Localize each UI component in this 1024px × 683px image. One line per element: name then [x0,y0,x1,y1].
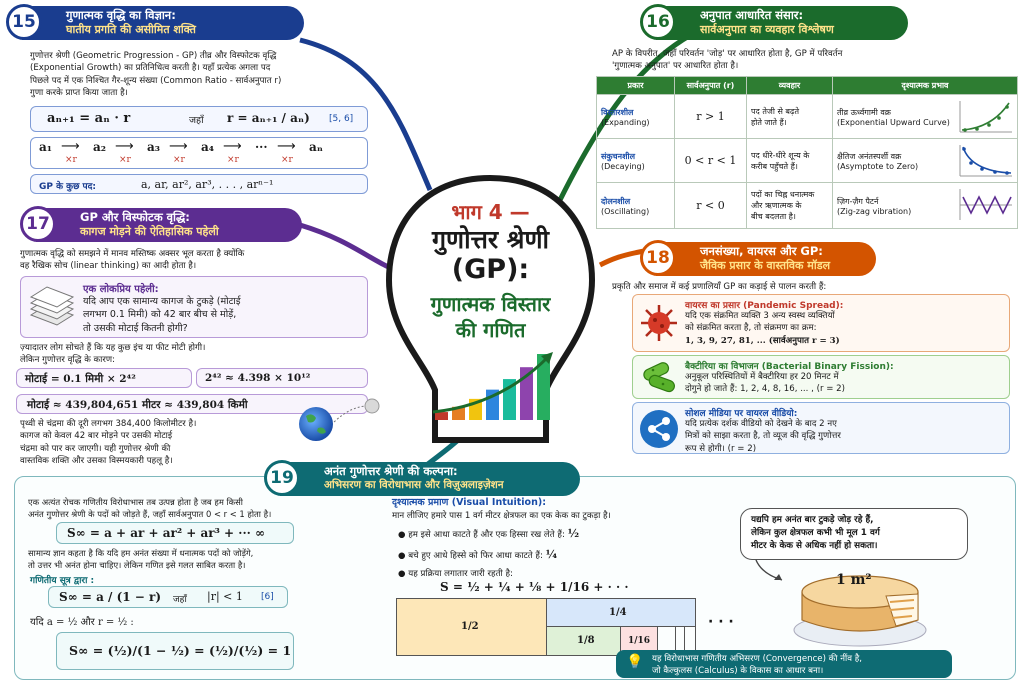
chain-arrow: ⟶ [115,139,134,154]
viral-video-text: यदि प्रत्येक दर्शक वीडियो को देखने के बाद 2 नए मित्रों को साझा करता है, तो व्यूज की वृद्धि गुणोत्तर रूप से होगी। (r = 2) [685,419,841,454]
quarter-area: 1/4 [547,599,695,627]
table-row: संकुचनशील (Decaying) 0 < r < 1 पद धीरे-धीरे शून्य के करीब पहुँचते हैं। क्षैतिज अनंतस्पर्शी वक्र (Asymptote to Zero) [597,139,1018,183]
eighth-area: 1/8 [547,627,621,655]
section-19-mid: सामान्य ज्ञान कहता है कि यदि हम अनंत संख्या में धनात्मक पदों को जोड़ेंगे, तो उत्तर भी अनंत होना चाहिए। लेकिन गणित इसे गलत साबित करता है। [28,548,254,571]
recurrence-formula-box [30,106,368,132]
times-r-label: ×r [173,155,185,165]
section-16-subtitle: सार्वअनुपात का व्यवहार विश्लेषण [700,22,834,36]
chain-term: a₁ [39,140,53,154]
chain-term: aₙ [309,140,324,154]
section-15-subtitle: घातीय प्रगति की असीमित शक्ति [66,22,196,36]
recurrence-formula: aₙ₊₁ = aₙ · r [47,111,131,126]
section-17-subtitle: कागज मोड़ने की ऐतिहासिक पहेली [80,224,219,238]
area-subdivision [396,598,696,656]
reference-tag: [5, 6] [329,114,354,124]
half-area: 1/2 [397,599,547,655]
chain-arrow: ⟶ [61,139,80,154]
cake-icon [790,556,930,650]
section-17-mid: ज़्यादातर लोग सोचते हैं कि यह कुछ इंच या फीट मोटी होगी। लेकिन गुणोत्तर वृद्धि के कारण: [20,343,206,366]
section-18-subtitle: जैविक प्रसार के वास्तविक मॉडल [700,258,831,272]
convergence-condition: |r| < 1 [207,590,243,603]
speech-bubble [740,508,968,560]
growth-bar-chart [431,350,556,422]
chain-term: a₄ [201,140,215,154]
decay-curve-icon [957,143,1013,179]
paper-stack-icon [27,285,75,329]
col-ratio: सार्वअनुपात (r) [675,77,747,95]
virus-spread-card [632,294,1010,352]
puzzle-title: एक लोकप्रिय पहेली: [83,284,159,295]
gp-terms: a, ar, ar², ar³, . . . , arⁿ⁻¹ [141,178,274,191]
viral-video-card [632,402,1010,454]
subtitle-2: की गणित [455,318,526,342]
speech-bubble-text: यद्यपि हम अनंत बार टुकड़े जोड़ रहे हैं, लेकिन कुल क्षेत्रफल कभी भी मूल 1 वर्ग मीटर के केक से अधिक नहीं हो सकता। [751,515,880,551]
list-item: ● हम इसे आधा काटते हैं और एक हिस्सा रख लेते हैं: ½ [398,527,580,540]
col-visual: दृश्यात्मक प्रभाव [833,77,1018,95]
power-approx: 2⁴² ≈ 4.398 × 10¹² [205,372,311,384]
section-16-badge: 16 [640,4,676,40]
gp-terms-label: GP के कुछ पद: [39,182,97,192]
section-17-badge: 17 [20,206,56,242]
term-chain [30,137,368,169]
chain-arrow: ⟶ [277,139,296,154]
growth-bar [435,412,448,420]
section-15-intro: गुणोत्तर श्रेणी (Geometric Progression - GP) तीव्र और विस्फोटक वृद्धि (Exponential Growth) का प्रतिनिधित्व करती है। यहाँ प्रत्येक अगला पद पिछले पद में एक निश्चित गैर-शून्य संख्या (Common Ratio - सार्वअनुपात r) गुणा करके प्राप्त किया जाता है। [30,51,282,99]
zigzag-icon [957,187,1013,223]
virus-spread-title: वायरस का प्रसार (Pandemic Spread): [685,301,844,311]
section-18-title: जनसंख्या, वायरस और GP: [700,244,823,258]
col-type: प्रकार [597,77,675,95]
bubble-pointer-arrow [752,558,792,584]
viral-video-title: सोशल मीडिया पर वायरल वीडियो: [685,409,798,419]
section-15-title: गुणात्मक वृद्धि का विज्ञान: [66,8,176,22]
section-15-badge: 15 [6,4,42,40]
thickness-equation: मोटाई = 0.1 मिमी × 2⁴² [25,373,136,385]
times-r-label: ×r [281,155,293,165]
times-r-label: ×r [65,155,77,165]
list-item: ● बचे हुए आधे हिस्से को फिर आधा काटते हैं: ¼ [398,547,558,561]
puzzle-text: यदि आप एक सामान्य कागज के टुकड़े (मोटाई लगभग 0.1 मिमी) को 42 बार बीच से मोड़ें, तो उसकी मोटाई कितनी होगी? [83,296,241,334]
part-label: भाग 4 — [451,200,530,224]
sum-result: S∞ = (½)/(1 − ½) = (½)/(½) = 1 [69,643,292,658]
example-values: यदि a = ½ और r = ½ : [30,617,134,628]
thickness-equation-box [16,368,192,388]
chain-arrow: ⟶ [169,139,188,154]
section-17-outro: पृथ्वी से चंद्रमा की दूरी लगभग 384,400 किलोमीटर है। कागज को केवल 42 बार मोड़ने पर उसकी मोटाई चंद्रमा को पार कर जाएगी। यही गुणोत्तर श्रेणी की वास्तविक शक्ति और उसका विस्मयकारी पहलू है। [20,419,197,467]
infinite-sum-formula: S∞ = a + ar + ar² + ar³ + ··· ∞ [67,526,265,540]
section-16-title: अनुपात आधारित संसार: [700,8,804,22]
section-16-header [656,6,908,40]
bacteria-title: बैक्टीरिया का विभाजन (Bacterial Binary Fission): [685,362,894,372]
section-19-header [280,462,580,496]
convergence-note-text: यह विरोधाभास गणितीय अभिसरण (Convergence) की नींव है, जो कैल्कुलस (Calculus) के विकास का आधार बना। [652,654,863,677]
chain-term: a₃ [147,140,161,154]
section-17-header [36,208,302,242]
closed-form-box [48,586,288,608]
visual-proof-title: दृश्यात्मक प्रमाण (Visual Intuition): [392,497,546,508]
closed-form-formula: S∞ = a / (1 − r) [59,590,162,604]
section-17-intro: गुणात्मक वृद्धि को समझने में मानव मस्तिष्क अक्सर भूल करता है क्योंकि वह रैखिक सोच (linear thinking) का आदी होता है। [20,249,245,272]
times-r-label: ×r [119,155,131,165]
table-row: विस्तारशील (Expanding) r > 1 पद तेजी से बढ़ते होते जाते हैं। तीव्र ऊर्ध्वगामी वक्र (Exponential Upward Curve) [597,95,1018,139]
chain-term: ··· [255,140,268,154]
section-19-badge: 19 [264,460,300,496]
section-18-intro: प्रकृति और समाज में कई प्रणालियाँ GP का कड़ाई से पालन करती हैं: [612,282,827,292]
section-17-title: GP और विस्फोटक वृद्धि: [80,210,190,224]
series-expression: S = ½ + ¼ + ⅛ + 1/16 + · · · [440,580,629,594]
bacteria-card [632,355,1010,399]
section-18-header [656,242,876,276]
section-16-intro: AP के विपरीत, जहाँ परिवर्तन 'जोड़' पर आधारित होता है, GP में परिवर्तन 'गुणात्मक अनुपात' पर आधारित होता है। [612,49,843,72]
where-label: जहाँ [173,595,187,605]
bacteria-text: अनुकूल परिस्थितियों में बैक्टीरिया हर 20 मिनट में दोगुने हो जाते हैं: 1, 2, 4, 8, 16, ... , (r = 2) [685,372,845,395]
section-19-title: अनंत गुणोत्तर श्रेणी की कल्पना: [324,464,458,478]
thickness-result: मोटाई ≈ 439,804,651 मीटर ≈ 439,804 किमी [27,399,248,411]
lightbulb-icon: 💡 [626,654,644,670]
result-box [56,632,294,670]
reference-tag: [6] [261,592,274,602]
table-row: दोलनशील (Oscillating) r < 0 पदों का चिह्न धनात्मक और ऋणात्मक के बीच बदलता है। ज़िग-ज़ैग पैटर्न (Zig-zag vibration) [597,183,1018,229]
process-steps [398,524,698,582]
ratio-formula: r = aₙ₊₁ / aₙ) [227,111,310,125]
gp-terms-box [30,174,368,194]
section-18-badge: 18 [640,240,676,276]
main-title: गुणोत्तर श्रेणी [431,225,550,254]
section-15-header [22,6,304,40]
puzzle-box [20,276,368,338]
times-r-label: ×r [227,155,239,165]
infinite-sum-box [56,522,294,544]
share-icon [639,409,679,449]
sixteenth-area: 1/16 [621,627,658,655]
continuation-dots: · · · [708,614,734,630]
bacteria-icon [639,360,679,396]
list-item: ● यह प्रक्रिया लगातार जारी रहती है: [398,568,513,579]
where-label: जहाँ [189,115,204,126]
main-title-gp: (GP): [451,254,530,285]
formula-label: गणितीय सूत्र द्वारा : [30,576,95,586]
col-behavior: व्यवहार [747,77,833,95]
visual-proof-intro: मान लीजिए हमारे पास 1 वर्ग मीटर क्षेत्रफल का एक केक का टुकड़ा है। [392,511,611,521]
exponential-curve-icon [957,99,1013,135]
cake-area-label: 1 m² [836,572,872,588]
subtitle-1: गुणात्मक विस्तार [430,292,551,316]
chain-term: a₂ [93,140,107,154]
section-19-intro: एक अत्यंत रोचक गणितीय विरोधाभास तब उत्पन्न होता है जब हम किसी अनंत गुणोत्तर श्रेणी के पदों को जोड़ते हैं, जहाँ सार्वअनुपात 0 < r < 1 होता है। [28,497,272,520]
power-approx-box [196,368,368,388]
virus-spread-text: यदि एक संक्रमित व्यक्ति 3 अन्य स्वस्थ व्यक्तियों को संक्रमित करता है, तो संक्रमण का क्रम: 1, 3, 9, 27, 81, ... (सार्वअनुपात r = 3) [685,311,840,346]
chain-arrow: ⟶ [223,139,242,154]
section-19-subtitle: अभिसरण का विरोधाभास और विज़ुअलाइज़ेशन [324,478,504,491]
virus-icon [639,303,679,343]
convergence-note [616,650,952,678]
center-bulb [383,170,598,460]
ratio-behavior-table [596,76,1018,229]
earth-moon-icon [296,396,386,446]
